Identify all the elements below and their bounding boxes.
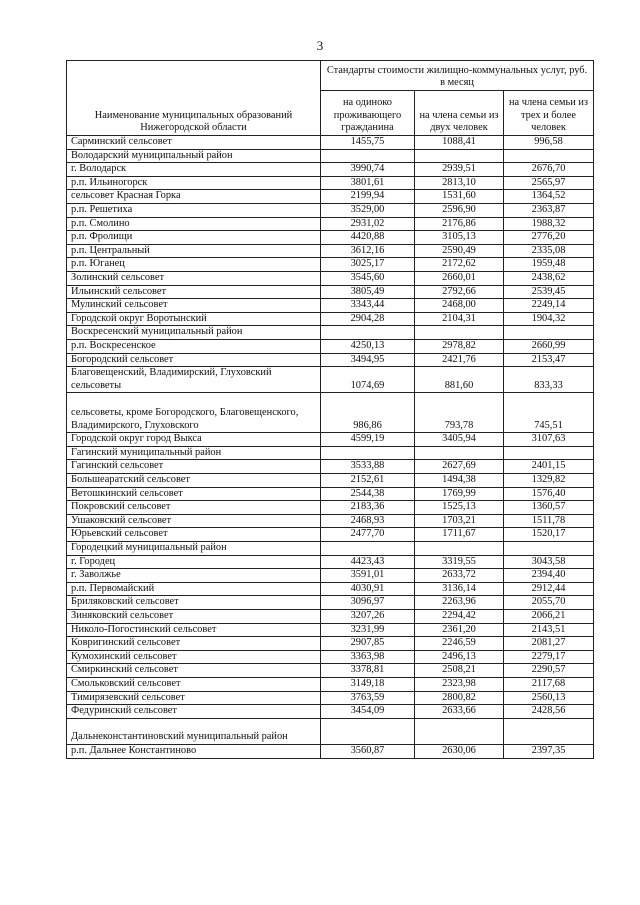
single-person-cost-cell — [321, 326, 415, 340]
two-person-cost-cell: 2627,69 — [415, 460, 504, 474]
table-row — [67, 136, 594, 150]
two-person-cost-cell: 2294,42 — [415, 610, 504, 624]
single-person-cost-cell: 3494,95 — [321, 353, 415, 367]
table-row — [67, 339, 594, 353]
three-plus-cost-cell: 2776,20 — [504, 231, 594, 245]
three-plus-cost-cell: 1520,17 — [504, 528, 594, 542]
table-row — [67, 203, 594, 217]
two-person-cost-cell: 2361,20 — [415, 623, 504, 637]
table-row — [67, 718, 594, 744]
municipality-name-cell: р.п. Первомайский — [67, 582, 321, 596]
table-row — [67, 299, 594, 313]
municipality-name-cell: г. Заволжье — [67, 569, 321, 583]
table-row — [67, 487, 594, 501]
three-plus-cost-cell: 2249,14 — [504, 299, 594, 313]
single-person-cost-cell: 3343,44 — [321, 299, 415, 313]
three-plus-cost-cell: 2394,40 — [504, 569, 594, 583]
single-person-cost-cell: 3990,74 — [321, 163, 415, 177]
three-plus-cost-cell: 1364,52 — [504, 190, 594, 204]
two-person-cost-cell: 2978,82 — [415, 339, 504, 353]
two-person-cost-cell: 2633,66 — [415, 705, 504, 719]
table-row — [67, 217, 594, 231]
two-person-cost-cell — [415, 149, 504, 163]
table-row — [67, 691, 594, 705]
municipality-name-cell: г. Володарск — [67, 163, 321, 177]
two-person-cost-cell: 793,78 — [415, 393, 504, 433]
two-person-cost-cell: 2800,82 — [415, 691, 504, 705]
table-row — [67, 258, 594, 272]
table-row — [67, 163, 594, 177]
municipality-name-cell: Кумохинский сельсовет — [67, 650, 321, 664]
table-row — [67, 677, 594, 691]
three-plus-cost-cell: 2660,99 — [504, 339, 594, 353]
municipality-name-cell: р.п. Ильиногорск — [67, 176, 321, 190]
single-person-cost-cell: 1074,69 — [321, 367, 415, 393]
three-plus-cost-cell: 2438,62 — [504, 271, 594, 285]
single-person-cost-cell: 3533,88 — [321, 460, 415, 474]
three-plus-cost-cell: 2397,35 — [504, 744, 594, 758]
table-row — [67, 582, 594, 596]
single-person-cost-cell: 2904,28 — [321, 312, 415, 326]
three-plus-cost-cell: 2117,68 — [504, 677, 594, 691]
single-person-cost-cell: 3207,26 — [321, 610, 415, 624]
three-plus-cost-cell: 2565,97 — [504, 176, 594, 190]
single-person-cost-cell: 3363,98 — [321, 650, 415, 664]
table-row — [67, 623, 594, 637]
two-person-cost-cell: 1769,99 — [415, 487, 504, 501]
table-row — [67, 542, 594, 556]
two-person-cost-cell — [415, 326, 504, 340]
two-person-cost-cell: 1494,38 — [415, 474, 504, 488]
municipality-name-cell: р.п. Смолино — [67, 217, 321, 231]
two-person-cost-cell: 2596,90 — [415, 203, 504, 217]
three-plus-cost-cell: 833,33 — [504, 367, 594, 393]
single-person-cost-cell: 2183,36 — [321, 501, 415, 515]
municipality-name-cell: р.п. Дальнее Константиново — [67, 744, 321, 758]
single-person-cost-cell: 3763,59 — [321, 691, 415, 705]
municipality-name-cell: Ушаковский сельсовет — [67, 514, 321, 528]
table-row — [67, 664, 594, 678]
municipality-name-cell: Покровский сельсовет — [67, 501, 321, 515]
three-plus-cost-cell: 2055,70 — [504, 596, 594, 610]
single-person-cost-cell — [321, 149, 415, 163]
three-plus-cost-cell: 2290,57 — [504, 664, 594, 678]
two-person-cost-cell: 2660,01 — [415, 271, 504, 285]
three-plus-cost-cell: 2401,15 — [504, 460, 594, 474]
two-person-cost-cell: 2633,72 — [415, 569, 504, 583]
single-person-cost-cell: 3801,61 — [321, 176, 415, 190]
table-row — [67, 705, 594, 719]
three-plus-cost-cell: 745,51 — [504, 393, 594, 433]
single-person-cost-cell: 3591,01 — [321, 569, 415, 583]
table-row — [67, 569, 594, 583]
single-person-cost-cell: 986,86 — [321, 393, 415, 433]
single-person-cost-cell — [321, 542, 415, 556]
two-person-cost-cell: 2263,96 — [415, 596, 504, 610]
three-plus-cost-cell: 2153,47 — [504, 353, 594, 367]
single-person-column-header: на одиноко проживающего гражданина — [321, 91, 415, 136]
two-person-cost-cell: 2813,10 — [415, 176, 504, 190]
two-person-cost-cell: 2421,76 — [415, 353, 504, 367]
two-person-cost-cell: 2590,49 — [415, 244, 504, 258]
municipality-name-cell: р.п. Центральный — [67, 244, 321, 258]
single-person-cost-cell: 2152,61 — [321, 474, 415, 488]
single-person-cost-cell: 3454,09 — [321, 705, 415, 719]
single-person-cost-cell: 4420,88 — [321, 231, 415, 245]
standards-group-header: Стандарты стоимости жилищно-коммунальных услуг, руб. в месяц — [321, 61, 594, 91]
three-plus-cost-cell: 2676,70 — [504, 163, 594, 177]
three-plus-cost-cell: 2560,13 — [504, 691, 594, 705]
three-plus-cost-cell: 1576,40 — [504, 487, 594, 501]
two-person-cost-cell: 1711,67 — [415, 528, 504, 542]
municipality-name-cell: г. Городец — [67, 555, 321, 569]
single-person-cost-cell: 2931,02 — [321, 217, 415, 231]
table-row — [67, 460, 594, 474]
three-plus-cost-cell: 2363,87 — [504, 203, 594, 217]
three-plus-cost-cell: 1360,57 — [504, 501, 594, 515]
three-plus-cost-cell: 2066,21 — [504, 610, 594, 624]
two-person-cost-cell: 2176,86 — [415, 217, 504, 231]
single-person-cost-cell: 3560,87 — [321, 744, 415, 758]
table-row — [67, 176, 594, 190]
three-plus-cost-cell: 1904,32 — [504, 312, 594, 326]
municipality-name-cell: Благовещенский, Владимирский, Глуховский сельсоветы — [67, 367, 321, 393]
table-row — [67, 149, 594, 163]
table-row — [67, 190, 594, 204]
table-body — [67, 136, 594, 759]
two-person-cost-cell: 2246,59 — [415, 637, 504, 651]
single-person-cost-cell: 3612,16 — [321, 244, 415, 258]
single-person-cost-cell: 4250,13 — [321, 339, 415, 353]
single-person-cost-cell: 4423,43 — [321, 555, 415, 569]
municipality-name-cell: р.п. Решетиха — [67, 203, 321, 217]
municipality-name-cell: Смиркинский сельсовет — [67, 664, 321, 678]
table-row — [67, 393, 594, 433]
two-person-cost-cell: 2468,00 — [415, 299, 504, 313]
single-person-cost-cell: 2477,70 — [321, 528, 415, 542]
two-person-cost-cell: 3319,55 — [415, 555, 504, 569]
municipality-name-cell: Смольковский сельсовет — [67, 677, 321, 691]
municipality-name-cell: р.п. Фролищи — [67, 231, 321, 245]
three-plus-cost-cell: 996,58 — [504, 136, 594, 150]
single-person-cost-cell: 1455,75 — [321, 136, 415, 150]
table-row — [67, 244, 594, 258]
two-person-cost-cell — [415, 718, 504, 744]
two-person-cost-cell: 2104,31 — [415, 312, 504, 326]
two-person-cost-cell: 2323,98 — [415, 677, 504, 691]
two-person-cost-cell: 881,60 — [415, 367, 504, 393]
three-plus-cost-cell: 2912,44 — [504, 582, 594, 596]
single-person-cost-cell: 3529,00 — [321, 203, 415, 217]
two-person-cost-cell: 1531,60 — [415, 190, 504, 204]
municipality-name-cell: Ковригинский сельсовет — [67, 637, 321, 651]
three-plus-cost-cell: 1959,48 — [504, 258, 594, 272]
table-row — [67, 474, 594, 488]
table-row — [67, 271, 594, 285]
table-row — [67, 367, 594, 393]
municipality-name-cell: Зиняковский сельсовет — [67, 610, 321, 624]
municipality-name-cell: Ильинский сельсовет — [67, 285, 321, 299]
table-row — [67, 285, 594, 299]
three-plus-cost-cell — [504, 542, 594, 556]
municipality-name-cell: Городской округ город Выкса — [67, 433, 321, 447]
municipality-name-cell: Мулинский сельсовет — [67, 299, 321, 313]
single-person-cost-cell: 3149,18 — [321, 677, 415, 691]
table-row — [67, 231, 594, 245]
municipality-name-cell: Тимирязевский сельсовет — [67, 691, 321, 705]
municipality-name-cell: Воскресенский муниципальный район — [67, 326, 321, 340]
table-row — [67, 501, 594, 515]
single-person-cost-cell: 4599,19 — [321, 433, 415, 447]
two-person-cost-cell: 2630,06 — [415, 744, 504, 758]
two-person-cost-cell: 2508,21 — [415, 664, 504, 678]
three-plus-cost-cell: 2279,17 — [504, 650, 594, 664]
municipality-name-cell: Бриляковский сельсовет — [67, 596, 321, 610]
single-person-cost-cell — [321, 718, 415, 744]
two-person-cost-cell: 3405,94 — [415, 433, 504, 447]
two-person-cost-cell: 3105,13 — [415, 231, 504, 245]
municipality-name-cell: Золинский сельсовет — [67, 271, 321, 285]
single-person-cost-cell: 2544,38 — [321, 487, 415, 501]
municipality-name-header: Наименование муниципальных образований Нижегородской области — [67, 61, 321, 136]
three-plus-cost-cell: 2143,51 — [504, 623, 594, 637]
municipality-name-cell: Большеаратский сельсовет — [67, 474, 321, 488]
two-person-family-column-header: на члена семьи из двух человек — [415, 91, 504, 136]
municipality-name-cell: р.п. Юганец — [67, 258, 321, 272]
single-person-cost-cell: 3805,49 — [321, 285, 415, 299]
table-row — [67, 528, 594, 542]
page-number: 3 — [316, 38, 324, 53]
three-plus-cost-cell — [504, 149, 594, 163]
two-person-cost-cell — [415, 446, 504, 460]
single-person-cost-cell: 3378,81 — [321, 664, 415, 678]
table-row — [67, 326, 594, 340]
three-plus-cost-cell: 2081,27 — [504, 637, 594, 651]
three-plus-cost-cell: 1511,78 — [504, 514, 594, 528]
table-row — [67, 650, 594, 664]
three-plus-family-column-header: на члена семьи из трех и более человек — [504, 91, 594, 136]
municipality-name-cell: Гагинский муниципальный район — [67, 446, 321, 460]
two-person-cost-cell: 2939,51 — [415, 163, 504, 177]
two-person-cost-cell — [415, 542, 504, 556]
three-plus-cost-cell: 3107,63 — [504, 433, 594, 447]
three-plus-cost-cell: 2539,45 — [504, 285, 594, 299]
three-plus-cost-cell — [504, 718, 594, 744]
table-row — [67, 744, 594, 758]
municipality-name-cell: Юрьевский сельсовет — [67, 528, 321, 542]
three-plus-cost-cell: 2428,56 — [504, 705, 594, 719]
municipality-name-cell: р.п. Воскресенское — [67, 339, 321, 353]
municipality-name-cell: Сарминский сельсовет — [67, 136, 321, 150]
municipality-name-cell: Федуринский сельсовет — [67, 705, 321, 719]
single-person-cost-cell: 2907,85 — [321, 637, 415, 651]
municipality-name-cell: сельсовет Красная Горка — [67, 190, 321, 204]
single-person-cost-cell: 3231,99 — [321, 623, 415, 637]
two-person-cost-cell: 1703,21 — [415, 514, 504, 528]
table-row — [67, 433, 594, 447]
municipality-name-cell: Володарский муниципальный район — [67, 149, 321, 163]
single-person-cost-cell: 2199,94 — [321, 190, 415, 204]
municipality-name-cell: Ветошкинский сельсовет — [67, 487, 321, 501]
municipality-name-cell: Дальнеконстантиновский муниципальный район — [67, 718, 321, 744]
municipality-name-cell: Городецкий муниципальный район — [67, 542, 321, 556]
three-plus-cost-cell — [504, 326, 594, 340]
single-person-cost-cell: 4030,91 — [321, 582, 415, 596]
two-person-cost-cell: 2172,62 — [415, 258, 504, 272]
table-row — [67, 312, 594, 326]
single-person-cost-cell: 3025,17 — [321, 258, 415, 272]
municipality-name-cell: сельсоветы, кроме Богородского, Благовещенского, Владимирского, Глуховского — [67, 393, 321, 433]
single-person-cost-cell: 3096,97 — [321, 596, 415, 610]
housing-cost-standards-table — [66, 60, 594, 759]
three-plus-cost-cell: 2335,08 — [504, 244, 594, 258]
single-person-cost-cell: 3545,60 — [321, 271, 415, 285]
three-plus-cost-cell — [504, 446, 594, 460]
three-plus-cost-cell: 3043,58 — [504, 555, 594, 569]
single-person-cost-cell — [321, 446, 415, 460]
municipality-name-cell: Городской округ Воротынский — [67, 312, 321, 326]
table-row — [67, 446, 594, 460]
table-row — [67, 555, 594, 569]
municipality-name-cell: Гагинский сельсовет — [67, 460, 321, 474]
two-person-cost-cell: 1525,13 — [415, 501, 504, 515]
three-plus-cost-cell: 1988,32 — [504, 217, 594, 231]
single-person-cost-cell: 2468,93 — [321, 514, 415, 528]
municipality-name-cell: Богородский сельсовет — [67, 353, 321, 367]
municipality-name-cell: Николо-Погостинский сельсовет — [67, 623, 321, 637]
two-person-cost-cell: 2792,66 — [415, 285, 504, 299]
two-person-cost-cell: 3136,14 — [415, 582, 504, 596]
table-row — [67, 596, 594, 610]
two-person-cost-cell: 2496,13 — [415, 650, 504, 664]
three-plus-cost-cell: 1329,82 — [504, 474, 594, 488]
two-person-cost-cell: 1088,41 — [415, 136, 504, 150]
table-row — [67, 610, 594, 624]
table-row — [67, 514, 594, 528]
table-row — [67, 637, 594, 651]
table-row — [67, 353, 594, 367]
